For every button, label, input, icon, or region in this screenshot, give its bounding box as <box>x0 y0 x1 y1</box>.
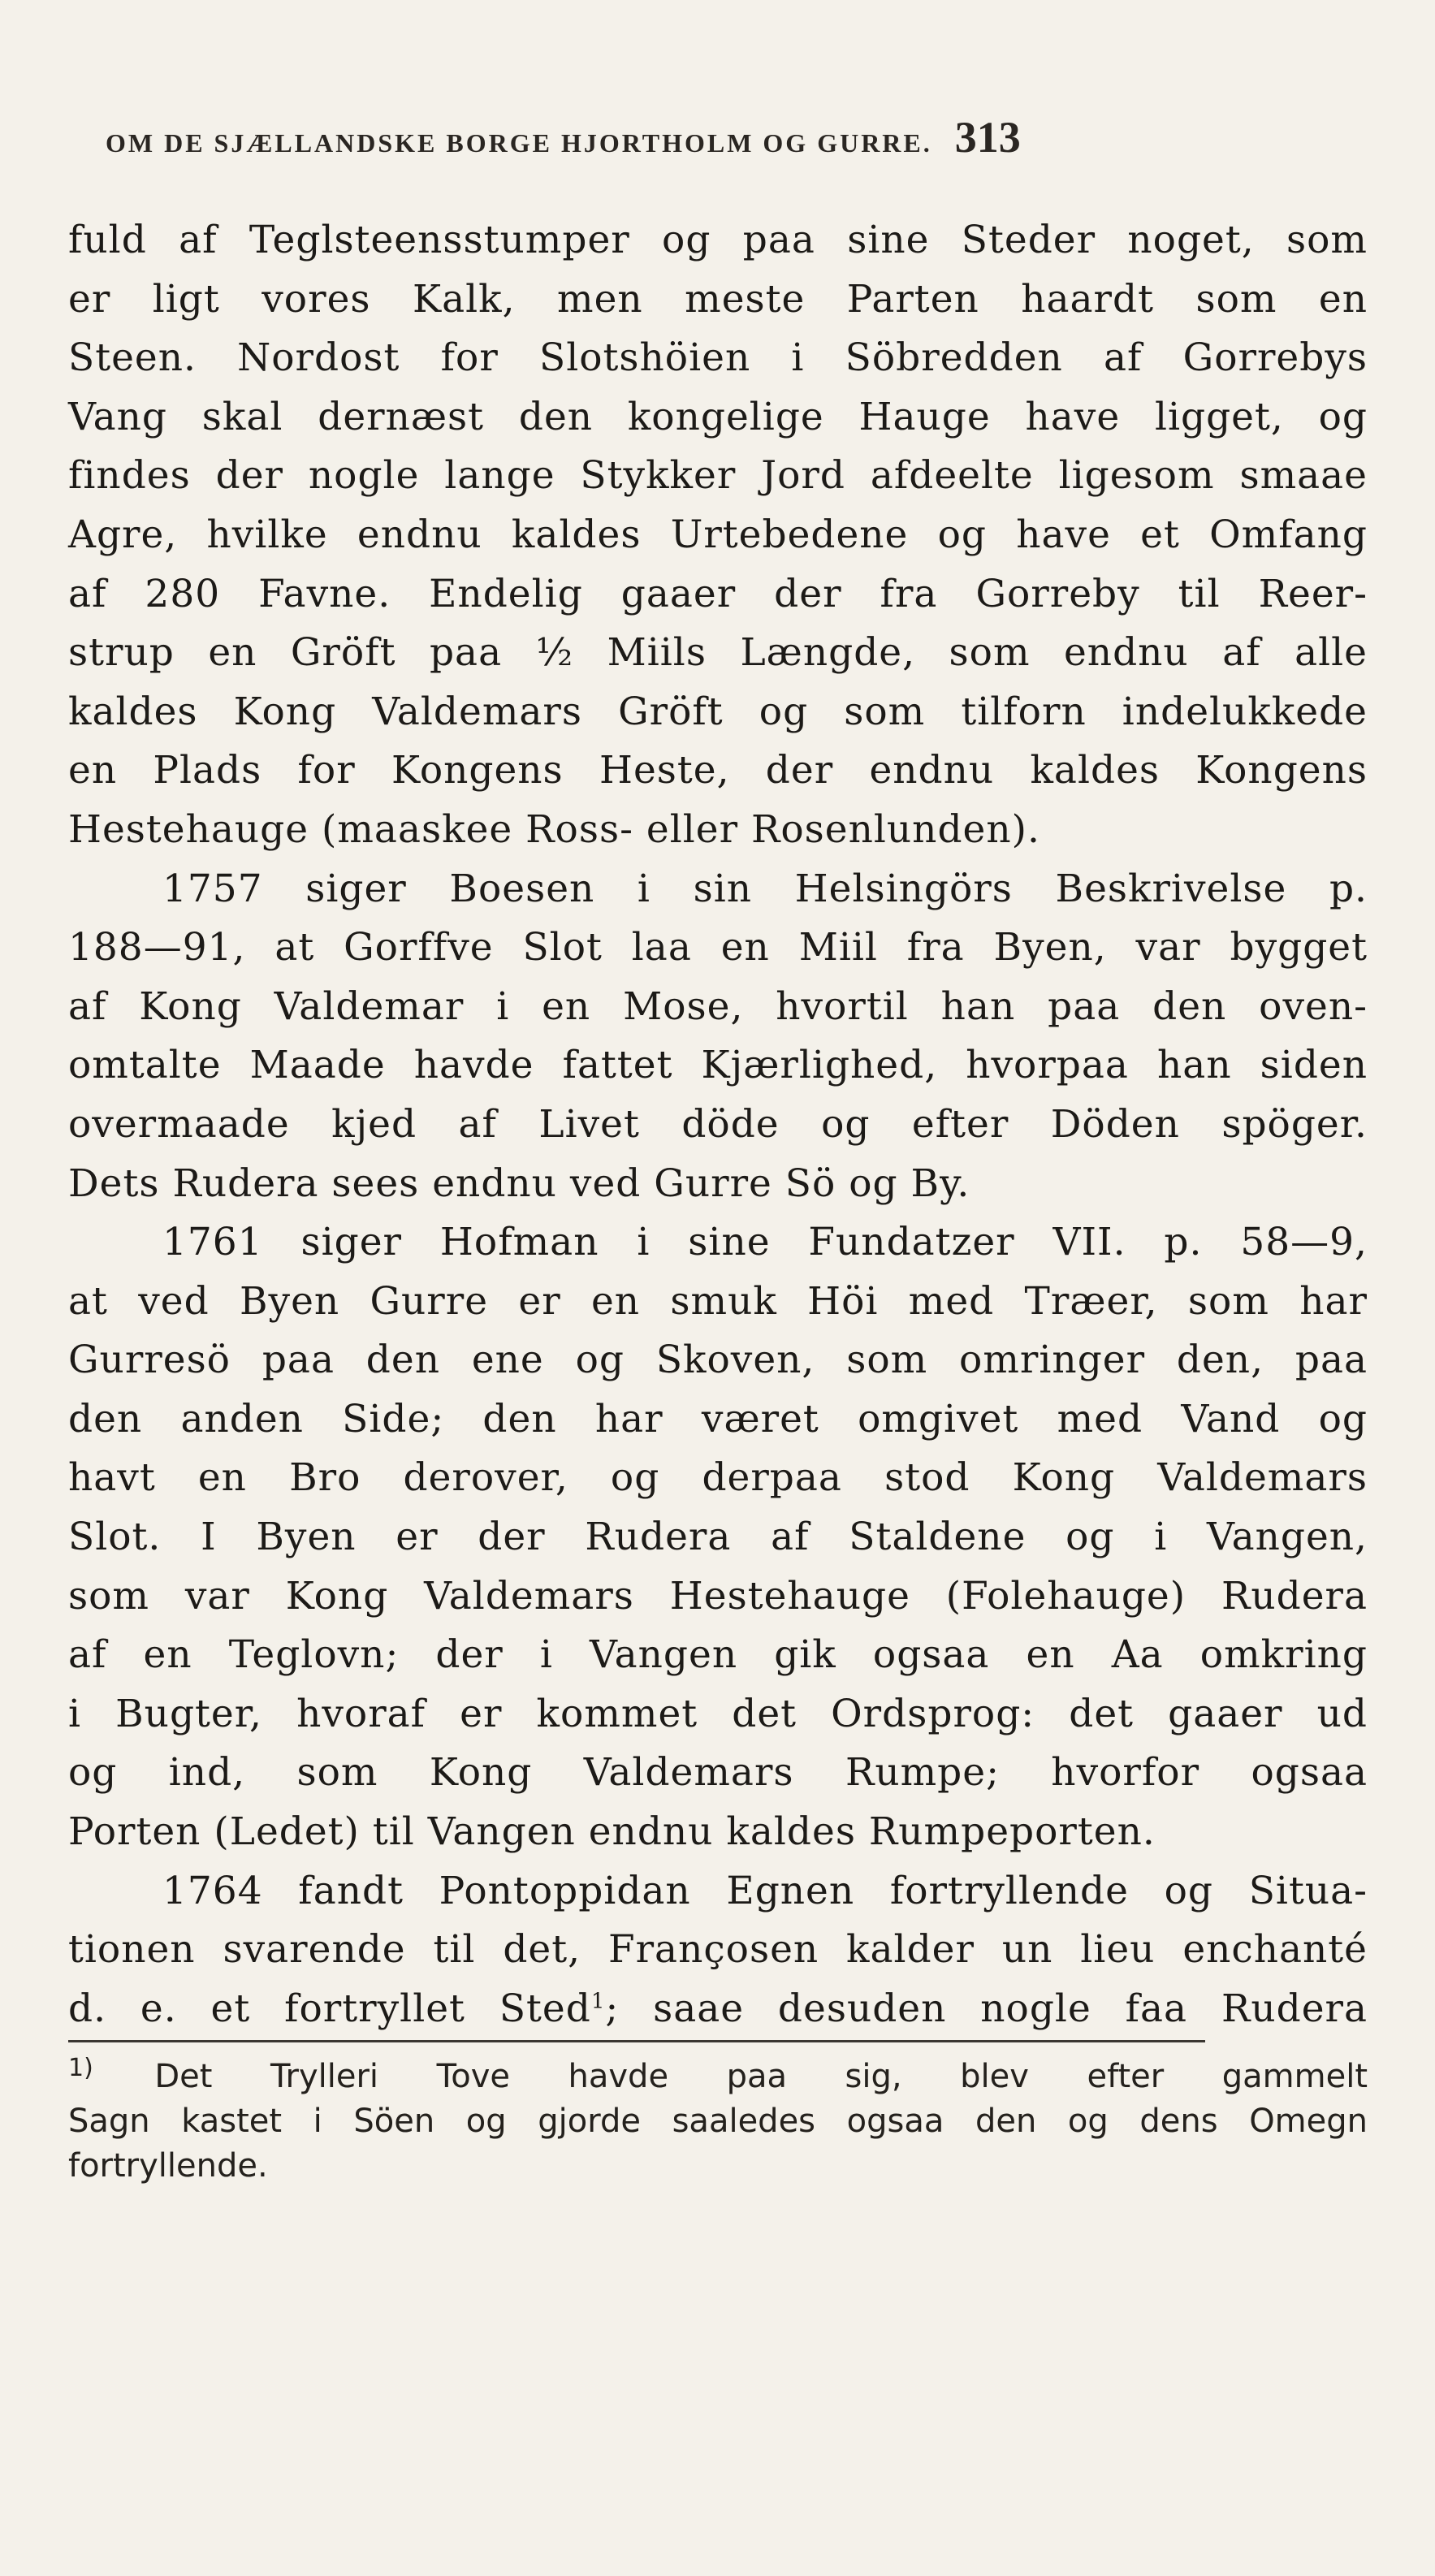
text-line: den anden Side; den har været omgivet med Vand og <box>68 1396 1368 1441</box>
text-line: strup en Gröft paa ½ Miils Længde, som endnu af alle <box>68 630 1368 676</box>
text-line-with-footnote-ref <box>68 1980 1368 2039</box>
text-line: Agre, hvilke endnu kaldes Urtebedene og have et Omfang <box>68 512 1368 557</box>
text-line: havt en Bro derover, og derpaa stod Kong Valdemars <box>68 1455 1368 1501</box>
text-line: omtalte Maade havde fattet Kjærlighed, hvorpaa han siden <box>68 1043 1368 1088</box>
text-line: er ligt vores Kalk, men meste Parten haardt som en <box>68 276 1368 322</box>
text-line: Hestehauge (maaskee Ross- eller Rosenlunden). <box>68 806 1040 852</box>
footnote-line-text: Det Trylleri Tove havde paa sig, blev efter gammelt <box>154 2058 1368 2095</box>
text-line: Gurresö paa den ene og Skoven, som omringer den, paa <box>68 1338 1368 1383</box>
text-line: i Bugter, hvoraf er kommet det Ordsprog: det gaaer ud <box>68 1691 1368 1736</box>
text-line: Vang skal dernæst den kongelige Hauge have ligget, og <box>68 394 1368 439</box>
text-line: Porten (Ledet) til Vangen endnu kaldes Rumpeporten. <box>68 1809 1156 1855</box>
page-number: 313 <box>954 113 1021 162</box>
running-header <box>106 112 1397 161</box>
text-line: Dets Rudera sees endnu ved Gurre Sö og By. <box>68 1160 970 1206</box>
footnote-line <box>68 2055 1368 2099</box>
text-line: at ved Byen Gurre er en smuk Höi med Træer, som har <box>68 1278 1368 1324</box>
footnote-line: Sagn kastet i Söen og gjorde saaledes ogsaa den og dens Omegn <box>68 2103 1368 2140</box>
footnote-line: fortryllende. <box>68 2147 268 2185</box>
text-line: 1764 fandt Pontoppidan Egnen fortryllende og Situa- <box>162 1868 1368 1913</box>
text-line-tail: ; saae desuden nogle faa Rudera <box>605 1986 1368 2031</box>
text-line: Steen. Nordost for Slotshöien i Söbredden af Gorrebys <box>68 335 1368 381</box>
text-line: fuld af Teglsteensstumper og paa sine Steder noget, som <box>68 218 1368 262</box>
header-title: OM DE SJÆLLANDSKE BORGE HJORTHOLM OG GURRE. <box>106 128 932 158</box>
footnote-marker: 1) <box>68 2053 93 2082</box>
text-line: af Kong Valdemar i en Mose, hvortil han paa den oven- <box>68 983 1368 1029</box>
text-line: og ind, som Kong Valdemars Rumpe; hvorfor ogsaa <box>68 1750 1368 1796</box>
text-line: 1761 siger Hofman i sine Fundatzer VII. p. 58—9, <box>162 1220 1368 1265</box>
text-line-head: d. e. et fortryllet Sted <box>68 1986 591 2031</box>
footnote <box>68 2055 1368 2189</box>
text-line: kaldes Kong Valdemars Gröft og som tilforn indelukkede <box>68 689 1368 734</box>
text-line: 188—91, at Gorffve Slot laa en Miil fra Byen, var bygget <box>68 925 1368 970</box>
text-line: tionen svarende til det, Françosen kalder un lieu enchanté <box>68 1927 1368 1973</box>
footnote-separator <box>68 2040 1205 2042</box>
text-line: overmaade kjed af Livet döde og efter Döden spöger. <box>68 1101 1368 1147</box>
text-line: af en Teglovn; der i Vangen gik ogsaa en Aa omkring <box>68 1632 1368 1678</box>
text-line: Slot. I Byen er der Rudera af Staldene og i Vangen, <box>68 1515 1368 1560</box>
footnote-reference: 1 <box>590 1989 606 2014</box>
text-line: som var Kong Valdemars Hestehauge (Folehauge) Rudera <box>68 1573 1368 1619</box>
text-line: 1757 siger Boesen i sin Helsingörs Beskrivelse p. <box>162 866 1368 911</box>
text-line: en Plads for Kongens Heste, der endnu kaldes Kongens <box>68 748 1368 793</box>
text-line: af 280 Favne. Endelig gaaer der fra Gorreby til Reer- <box>68 571 1368 616</box>
body-text <box>68 211 1368 2038</box>
text-line: findes der nogle lange Stykker Jord afdeelte ligesom smaae <box>68 453 1368 499</box>
